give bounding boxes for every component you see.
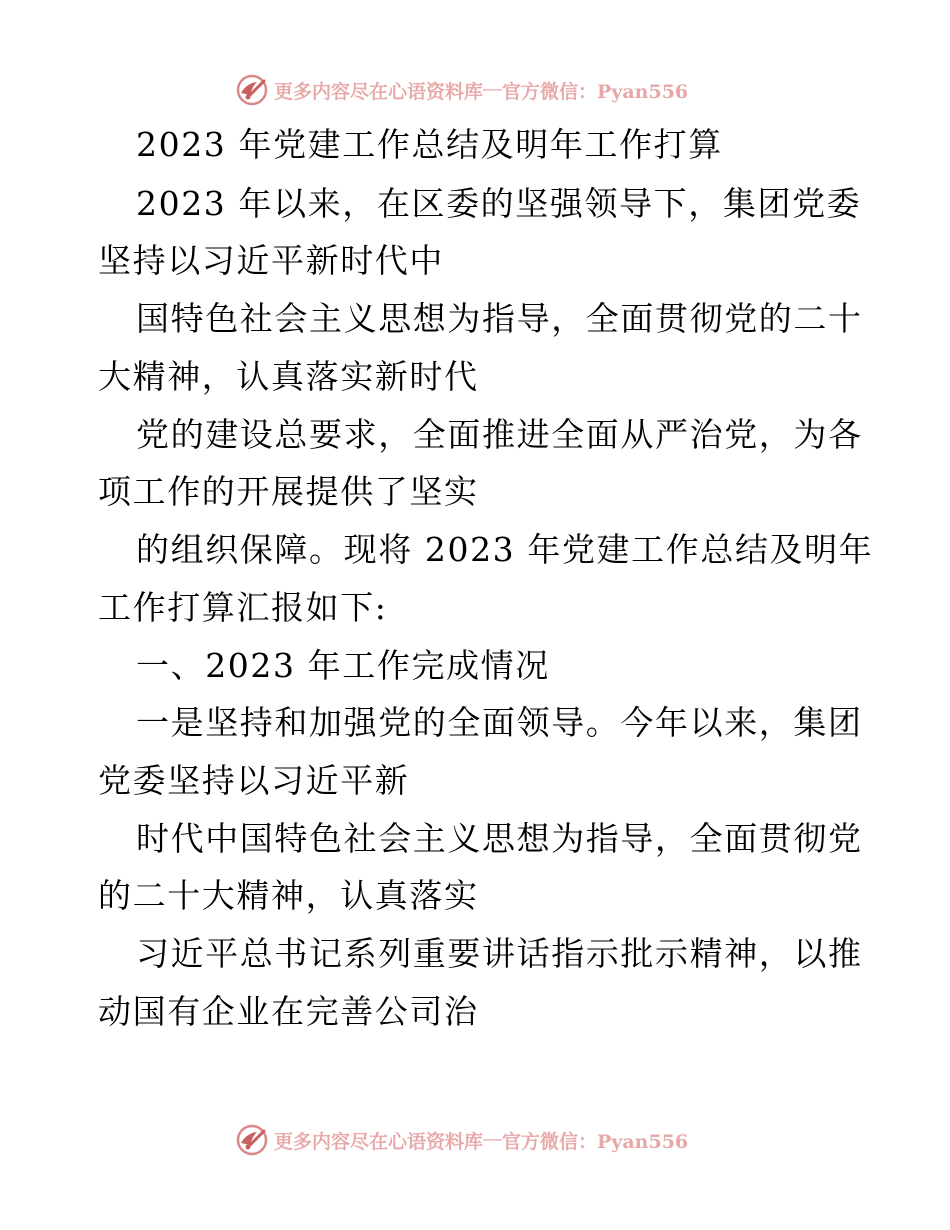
paragraph-line: 一是坚持和加强党的全面领导。今年以来，集团 — [136, 703, 863, 742]
paragraph-line: 工作打算汇报如下: — [98, 588, 388, 627]
paragraph-line: 大精神，认真落实新时代 — [98, 357, 479, 396]
paragraph-line: 党委坚持以习近平新 — [98, 761, 410, 800]
pen-logo-icon — [235, 1123, 269, 1157]
paragraph-line: 国特色社会主义思想为指导，全面贯彻党的二十 — [136, 299, 863, 338]
footer-watermark — [235, 1123, 688, 1157]
document-title: 2023 年党建工作总结及明年工作打算 — [136, 125, 723, 164]
header-watermark — [235, 73, 688, 107]
paragraph-line: 的组织保障。现将 2023 年党建工作总结及明年 — [136, 530, 874, 569]
paragraph-line: 动国有企业在完善公司治 — [98, 992, 479, 1031]
section-heading: 一、2023 年工作完成情况 — [136, 646, 550, 685]
watermark-contact: 官方微信：Pyan556 — [502, 80, 689, 103]
paragraph-line: 2023 年以来，在区委的坚强领导下，集团党委 — [136, 184, 862, 223]
paragraph-line: 项工作的开展提供了坚实 — [98, 472, 479, 511]
paragraph-line: 时代中国特色社会主义思想为指导，全面贯彻党 — [136, 819, 863, 858]
watermark-text: 更多内容尽在心语资料库 — [274, 1130, 484, 1153]
watermark-separator: — — [483, 1129, 503, 1150]
watermark-contact: 官方微信：Pyan556 — [502, 1130, 689, 1153]
pen-logo-icon — [235, 73, 269, 107]
watermark-separator: — — [483, 79, 503, 100]
paragraph-line: 习近平总书记系列重要讲话指示批示精神，以推 — [136, 934, 863, 973]
paragraph-line: 坚持以习近平新时代中 — [98, 241, 444, 280]
paragraph-line: 的二十大精神，认真落实 — [98, 876, 479, 915]
watermark-text: 更多内容尽在心语资料库 — [274, 80, 484, 103]
paragraph-line: 党的建设总要求，全面推进全面从严治党，为各 — [136, 415, 863, 454]
